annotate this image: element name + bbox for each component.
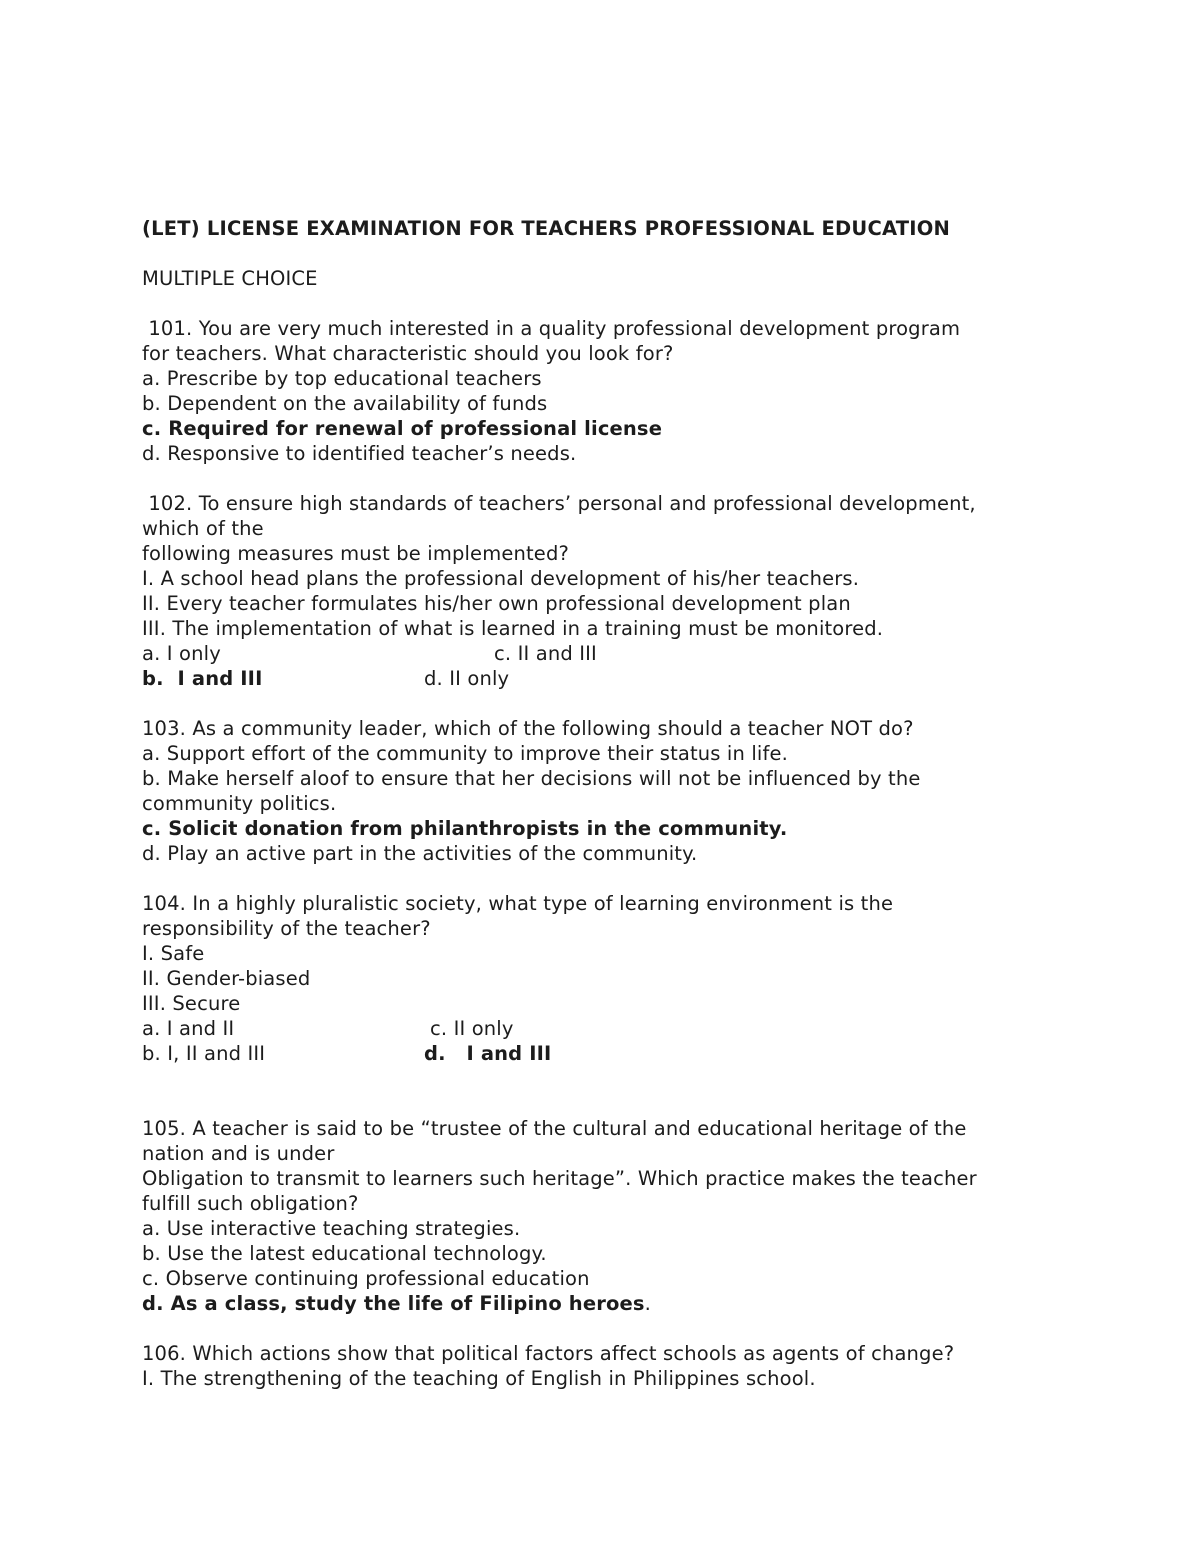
question-101-stem-line1: 101. You are very much interested in a quality professional development program	[142, 317, 961, 340]
question-104-options-row2	[142, 1041, 1072, 1066]
question-106-statement-i: I. The strengthening of the teaching of English in Philippines school.	[142, 1367, 816, 1390]
question-102-options-row2	[142, 666, 1072, 691]
question-105-option-d-line	[142, 1291, 1072, 1316]
question-102-stem-line3: following measures must be implemented?	[142, 542, 569, 565]
question-103-stem: 103. As a community leader, which of the following should a teacher NOT do?	[142, 717, 914, 740]
question-102-statement-ii: II. Every teacher formulates his/her own professional development plan	[142, 592, 851, 615]
question-101	[142, 316, 1072, 466]
question-105-option-d-answer: d. As a class, study the life of Filipino heroes	[142, 1292, 645, 1315]
question-105-option-b: b. Use the latest educational technology.	[142, 1242, 547, 1265]
question-102-stem-line1: 102. To ensure high standards of teachers’ personal and professional development,	[142, 492, 976, 515]
question-104-option-a: a. I and II	[142, 1017, 235, 1040]
question-101-option-c-answer: c. Required for renewal of professional license	[142, 417, 663, 440]
question-105-option-c: c. Observe continuing professional education	[142, 1267, 590, 1290]
question-104-statement-iii: III. Secure	[142, 992, 241, 1015]
question-104-option-c: c. II only	[430, 1017, 514, 1040]
question-103-option-d: d. Play an active part in the activities of the community.	[142, 842, 698, 865]
question-103-option-a: a. Support effort of the community to improve their status in life.	[142, 742, 788, 765]
question-104-option-b: b. I, II and III	[142, 1042, 266, 1065]
question-105-stem-line1: 105. A teacher is said to be “trustee of the cultural and educational heritage of the	[142, 1117, 967, 1140]
question-105-stem-line2: nation and is under	[142, 1142, 335, 1165]
question-103	[142, 716, 1072, 866]
question-104-option-d-answer: d. I and III	[424, 1042, 552, 1065]
question-104	[142, 891, 1072, 1066]
question-102-option-c: c. II and III	[494, 642, 597, 665]
question-105-option-d-period: .	[644, 1292, 652, 1315]
question-106-stem: 106. Which actions show that political factors affect schools as agents of change?	[142, 1342, 955, 1365]
question-105-stem-line3: Obligation to transmit to learners such heritage”. Which practice makes the teacher	[142, 1167, 977, 1190]
question-102-statement-i: I. A school head plans the professional development of his/her teachers.	[142, 567, 860, 590]
question-105-stem-line4: fulfill such obligation?	[142, 1192, 359, 1215]
question-104-stem-line2: responsibility of the teacher?	[142, 917, 431, 940]
question-102-option-b-answer: b. I and III	[142, 667, 263, 690]
question-102-option-a: a. I only	[142, 642, 221, 665]
question-106	[142, 1341, 1072, 1391]
question-102	[142, 491, 1072, 691]
question-103-option-b-line2: community politics.	[142, 792, 337, 815]
question-104-statement-i: I. Safe	[142, 942, 205, 965]
question-104-statement-ii: II. Gender-biased	[142, 967, 311, 990]
question-102-option-d: d. II only	[424, 667, 510, 690]
question-104-stem-line1: 104. In a highly pluralistic society, what type of learning environment is the	[142, 892, 894, 915]
document-title: (LET) LICENSE EXAMINATION FOR TEACHERS PROFESSIONAL EDUCATION	[142, 217, 950, 240]
question-101-stem-line2: for teachers. What characteristic should you look for?	[142, 342, 674, 365]
question-105-option-a: a. Use interactive teaching strategies.	[142, 1217, 521, 1240]
section-heading: MULTIPLE CHOICE	[142, 267, 318, 290]
question-102-options-row1	[142, 641, 1072, 666]
document-body	[142, 216, 1072, 1391]
question-101-option-b: b. Dependent on the availability of funds	[142, 392, 548, 415]
question-103-option-b-line1: b. Make herself aloof to ensure that her decisions will not be influenced by the	[142, 767, 921, 790]
question-102-stem-line2: which of the	[142, 517, 264, 540]
question-105	[142, 1116, 1072, 1316]
question-103-option-c-answer: c. Solicit donation from philanthropists in the community.	[142, 817, 788, 840]
question-104-options-row1	[142, 1016, 1072, 1041]
question-101-option-d: d. Responsive to identified teacher’s needs.	[142, 442, 577, 465]
question-101-option-a: a. Prescribe by top educational teachers	[142, 367, 542, 390]
question-102-statement-iii: III. The implementation of what is learned in a training must be monitored.	[142, 617, 884, 640]
